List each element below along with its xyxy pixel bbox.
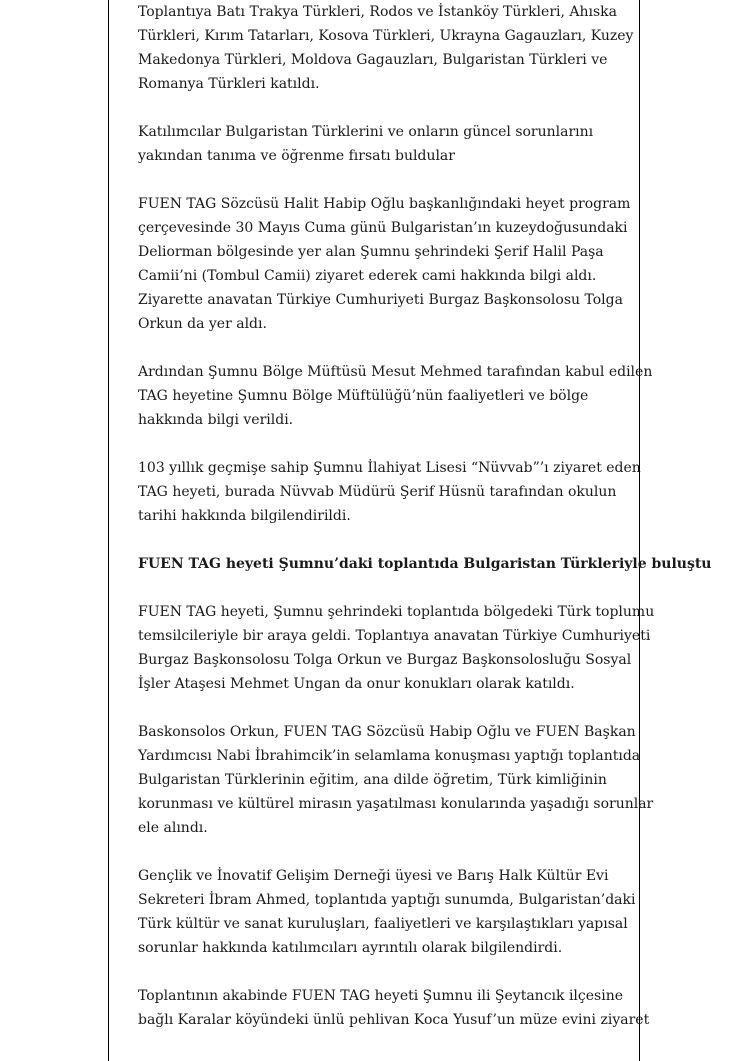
- text-line: Makedonya Türkleri, Moldova Gagauzları, Bulgaristan Türkleri ve: [138, 52, 608, 68]
- text-line: Ziyarette anavatan Türkiye Cumhuriyeti Burgaz Başkonsolosu Tolga: [138, 292, 623, 308]
- text-line: Burgaz Başkonsolosu Tolga Orkun ve Burgaz Başkonsolosluğu Sosyal: [138, 652, 632, 668]
- text-line: Orkun da yer aldı.: [138, 316, 267, 332]
- text-line: TAG heyetine Şumnu Bölge Müftülüğü’nün faaliyetleri ve bölge: [138, 388, 589, 404]
- text-line: tarihi hakkında bilgilendirildi.: [138, 508, 351, 524]
- paragraph-mufti: [138, 360, 653, 432]
- text-line: çerçevesinde 30 Mayıs Cuma günü Bulgaristan’ın kuzeydoğusundaki: [138, 220, 628, 236]
- paragraph-school: [138, 456, 641, 528]
- text-line: TAG heyeti, burada Nüvvab Müdürü Şerif Hüsnü tarafından okulun: [138, 484, 617, 500]
- text-line: Romanya Türkleri katıldı.: [138, 76, 320, 92]
- text-line: Toplantının akabinde FUEN TAG heyeti Şumnu ili Şeytancık ilçesine: [138, 988, 623, 1004]
- article-body: [138, 0, 712, 1056]
- paragraph-learning: [138, 120, 618, 168]
- paragraph-speeches: [138, 720, 654, 840]
- text-line: korunması ve kültürel mirasın yaşatılması konularında yaşadığı sorunlar: [138, 796, 654, 812]
- text-line: yakından tanıma ve öğrenme fırsatı buldular: [138, 148, 455, 164]
- text-line: Camii’ni (Tombul Camii) ziyaret ederek cami hakkında bilgi aldı.: [138, 268, 597, 284]
- text-line: Türkleri, Kırım Tatarları, Kosova Türkleri, Ukrayna Gagauzları, Kuzey: [138, 28, 634, 44]
- text-line: Ardından Şumnu Bölge Müftüsü Mesut Mehmed tarafından kabul edilen: [138, 364, 653, 380]
- text-line: temsilcileriyle bir araya geldi. Toplantıya anavatan Türkiye Cumhuriyeti: [138, 628, 651, 644]
- text-line: FUEN TAG Sözcüsü Halit Habip Oğlu başkanlığındaki heyet program: [138, 196, 631, 212]
- text-line: Toplantıya Batı Trakya Türkleri, Rodos ve İstanköy Türkleri, Ahıska: [138, 4, 618, 20]
- text-line: FUEN TAG heyeti, Şumnu şehrindeki toplantıda bölgedeki Türk toplumu: [138, 604, 655, 620]
- text-line: Türk kültür ve sanat kuruluşları, faaliyetleri ve karşılaştıkları yapısal: [138, 916, 628, 932]
- text-line: Deliorman bölgesinde yer alan Şumnu şehrindeki Şerif Halil Paşa: [138, 244, 604, 260]
- text-line: Katılımcılar Bulgaristan Türklerini ve onların güncel sorunlarını: [138, 124, 594, 140]
- section-heading: [138, 552, 712, 576]
- paragraph-presentation: [138, 864, 636, 960]
- paragraph-museum-visit: [138, 984, 650, 1032]
- text-line: 103 yıllık geçmişe sahip Şumnu İlahiyat Lisesi “Nüvvab”’ı ziyaret eden: [138, 460, 641, 476]
- text-line: İşler Ataşesi Mehmet Ungan da onur konukları olarak katıldı.: [138, 676, 575, 692]
- paragraph-meeting: [138, 600, 655, 696]
- text-line: Yardımcısı Nabi İbrahimcik’in selamlama konuşması yaptığı toplantıda: [138, 748, 641, 764]
- text-line: bağlı Karalar köyündeki ünlü pehlivan Koca Yusuf’un müze evini ziyaret: [138, 1012, 650, 1028]
- paragraph-mosque-visit: [138, 192, 631, 336]
- text-line: Gençlik ve İnovatif Gelişim Derneği üyesi ve Barış Halk Kültür Evi: [138, 868, 609, 884]
- text-line: ele alındı.: [138, 820, 208, 836]
- text-line: hakkında bilgi verildi.: [138, 412, 294, 428]
- heading-text: FUEN TAG heyeti Şumnu’daki toplantıda Bulgaristan Türkleriyle buluştu: [138, 556, 712, 572]
- text-line: Sekreteri İbram Ahmed, toplantıda yaptığı sunumda, Bulgaristan’daki: [138, 892, 636, 908]
- paragraph-participants: [138, 0, 634, 96]
- text-line: Baskonsolos Orkun, FUEN TAG Sözcüsü Habip Oğlu ve FUEN Başkan: [138, 724, 636, 740]
- text-line: sorunlar hakkında katılımcıları ayrıntılı olarak bilgilendirdi.: [138, 940, 563, 956]
- text-line: Bulgaristan Türklerinin eğitim, ana dilde öğretim, Türk kimliğinin: [138, 772, 607, 788]
